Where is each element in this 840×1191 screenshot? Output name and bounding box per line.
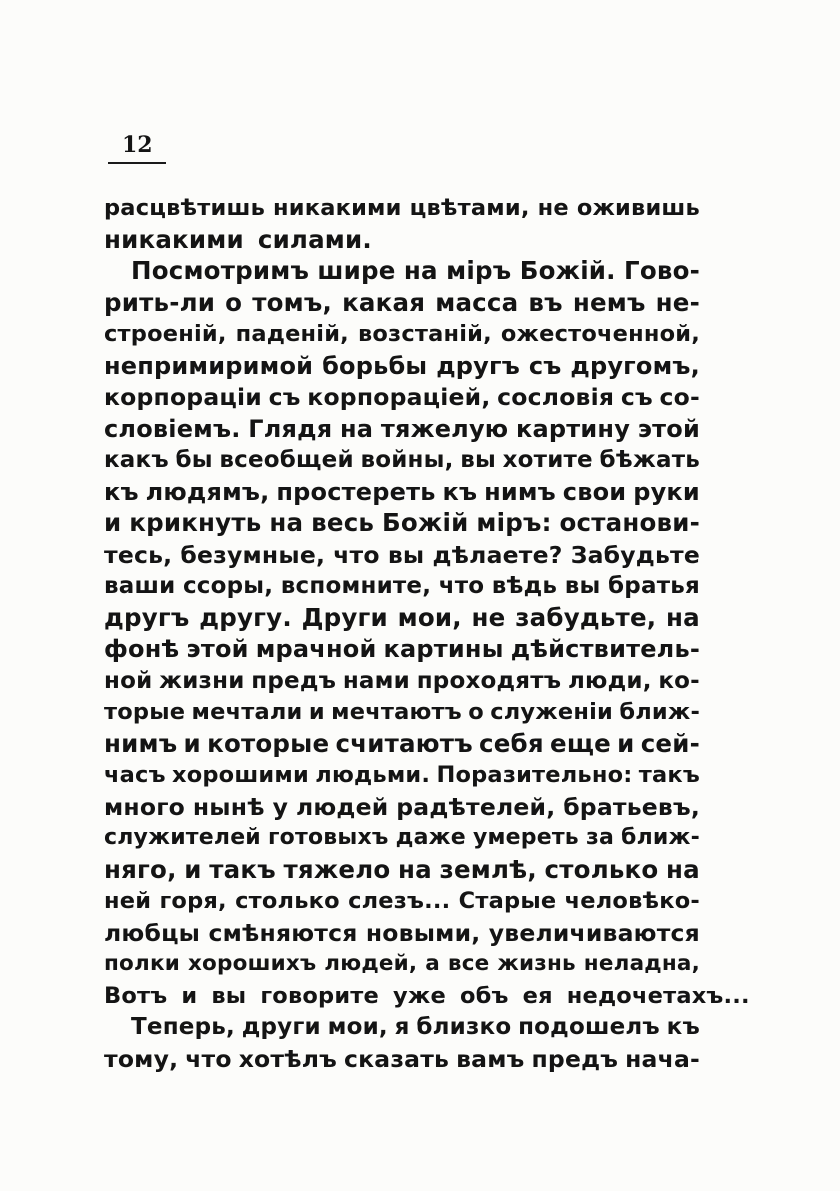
- word: вы: [460, 447, 496, 473]
- word: какъ: [104, 447, 169, 473]
- word: оживишь: [576, 195, 700, 221]
- word: Други: [301, 602, 388, 632]
- text-line: [104, 665, 700, 697]
- word: дѣйствитель-: [510, 635, 700, 663]
- word: други: [241, 1014, 321, 1040]
- word: этой: [186, 635, 249, 663]
- word: другомъ,: [570, 351, 700, 380]
- text-line: [104, 728, 700, 760]
- word: Теперь,: [131, 1014, 235, 1040]
- word: новыми,: [365, 918, 481, 947]
- word: ной: [104, 667, 153, 694]
- word: ея: [522, 982, 553, 1009]
- word: Старые: [458, 888, 557, 914]
- word: и: [183, 728, 201, 758]
- word: Божій: [382, 508, 469, 537]
- word: хорошими: [172, 762, 309, 788]
- word: шире: [317, 256, 396, 285]
- word: свои: [562, 477, 627, 506]
- word: какая: [342, 287, 426, 317]
- word: нынѣ: [192, 792, 265, 821]
- word: хотите: [502, 447, 593, 473]
- word: ней: [104, 888, 152, 914]
- word: столько: [544, 854, 659, 884]
- word: вы: [564, 573, 601, 599]
- word: тому,: [104, 1044, 179, 1073]
- word: людьми.: [315, 762, 431, 788]
- word: томъ,: [252, 287, 333, 317]
- word: не-: [655, 287, 700, 317]
- word: въ: [528, 287, 563, 317]
- word: руки: [633, 477, 700, 506]
- word: неладна,: [583, 951, 700, 976]
- word: немъ: [572, 287, 646, 317]
- word: ближ-: [619, 699, 700, 725]
- word: и: [308, 699, 325, 725]
- word: объ: [459, 982, 509, 1009]
- word: людямъ,: [145, 477, 270, 506]
- text-line: [104, 854, 700, 886]
- word: хотѣлъ: [238, 1044, 337, 1073]
- word: Забудьте: [570, 540, 700, 569]
- word: умереть: [472, 825, 579, 850]
- word: что: [185, 1044, 232, 1073]
- word: хорошихъ: [187, 951, 317, 976]
- word: сказать: [343, 1044, 450, 1073]
- text-line: [104, 917, 700, 949]
- text-line: [104, 822, 700, 854]
- word: братья: [608, 573, 700, 599]
- text-line: [104, 539, 700, 571]
- text-line: [131, 255, 700, 287]
- word: съ: [620, 383, 653, 411]
- text-line: [104, 318, 700, 350]
- word: я: [394, 1014, 410, 1040]
- text-line: [104, 413, 700, 445]
- text-line: [104, 696, 700, 728]
- word: паденій,: [235, 321, 349, 347]
- text-line: [104, 948, 700, 980]
- word: мечтаютъ: [331, 699, 462, 725]
- word: полки: [104, 951, 181, 976]
- word: борьбы: [322, 351, 428, 380]
- word: предъ: [531, 1044, 619, 1073]
- text-line: [104, 759, 700, 791]
- word: на: [403, 256, 438, 285]
- word: смѣняются: [208, 918, 358, 947]
- word: человѣко-: [564, 888, 700, 914]
- word: себя: [479, 728, 544, 758]
- word: часъ: [104, 762, 166, 788]
- word: вспомните,: [280, 573, 432, 599]
- word: людей: [295, 792, 389, 821]
- word: а: [425, 951, 440, 976]
- word: все: [447, 951, 490, 976]
- word: корпораціей,: [307, 383, 491, 411]
- word: къ: [442, 477, 478, 506]
- word: цвѣтами,: [409, 195, 530, 221]
- text-line: [104, 224, 700, 256]
- word: о: [225, 287, 243, 317]
- word: расцвѣтишь: [104, 195, 266, 221]
- word: служителей: [104, 825, 261, 850]
- text-line: [104, 507, 700, 539]
- word: и: [617, 728, 635, 758]
- word: словіемъ.: [104, 414, 241, 443]
- word: съ: [528, 351, 562, 380]
- word: другу.: [199, 602, 292, 632]
- word: никакими: [104, 224, 244, 254]
- word: забудьте,: [515, 602, 657, 632]
- word: съ: [268, 383, 301, 411]
- word: за: [585, 825, 614, 850]
- text-line: [104, 980, 750, 1012]
- word: нами: [342, 667, 410, 694]
- word: безумные,: [180, 540, 326, 569]
- word: на: [340, 414, 374, 443]
- word: останови-: [559, 508, 700, 537]
- word: Божій.: [519, 256, 616, 285]
- word: ко-: [658, 667, 700, 694]
- word: вѣдь: [491, 573, 558, 599]
- word: мои,: [327, 1014, 388, 1040]
- word: дѣлаете?: [432, 540, 563, 569]
- word: непримиримой: [104, 351, 314, 380]
- word: крикнуть: [129, 508, 262, 537]
- word: этой: [637, 414, 700, 443]
- word: фонѣ: [104, 635, 180, 663]
- word: которые: [207, 728, 330, 758]
- word: не: [537, 195, 569, 221]
- word: другъ: [104, 602, 190, 632]
- word: масса: [435, 287, 519, 317]
- word: сей-: [640, 728, 700, 758]
- word: у: [272, 792, 289, 821]
- word: не: [471, 602, 506, 632]
- word: мои,: [397, 602, 462, 632]
- word: ожесточенной,: [500, 321, 700, 347]
- word: нимъ: [484, 477, 556, 506]
- word: войны,: [360, 447, 454, 473]
- word: міръ:: [476, 508, 552, 537]
- word: столько: [235, 888, 340, 914]
- text-line: [104, 570, 700, 602]
- text-line: [104, 192, 700, 224]
- word: много: [104, 792, 186, 821]
- word: Вотъ: [104, 982, 168, 1009]
- word: со-: [659, 383, 700, 411]
- word: къ: [104, 477, 139, 506]
- word: мрачной: [255, 635, 377, 663]
- word: на: [666, 602, 700, 632]
- text-line: [104, 350, 700, 382]
- word: что: [333, 540, 380, 569]
- text-line: [104, 444, 700, 476]
- word: братьевъ,: [563, 792, 700, 821]
- word: вамъ: [456, 1044, 525, 1073]
- word: тяжело: [283, 854, 391, 884]
- word: и: [181, 982, 198, 1009]
- word: проходятъ: [416, 667, 562, 694]
- text-line: [104, 1043, 700, 1075]
- text-line: [104, 791, 700, 823]
- word: сословія: [497, 383, 615, 411]
- word: уже: [393, 982, 446, 1009]
- word: землѣ,: [439, 854, 537, 884]
- word: считаютъ: [335, 728, 473, 758]
- word: людей,: [324, 951, 418, 976]
- word: картину: [516, 414, 631, 443]
- word: горя,: [159, 888, 227, 914]
- word: няго,: [104, 854, 177, 884]
- word: на: [398, 854, 432, 884]
- word: торые: [104, 699, 186, 725]
- word: простереть: [276, 477, 436, 506]
- text-line: [104, 381, 700, 413]
- word: Глядя: [248, 414, 333, 443]
- text-line: [104, 633, 700, 665]
- word: міръ: [446, 256, 512, 285]
- word: что: [438, 573, 485, 599]
- text-line: [104, 885, 700, 917]
- text-line: [104, 476, 700, 508]
- word: нимъ: [104, 728, 178, 758]
- word: корпораціи: [104, 383, 262, 411]
- word: весь: [311, 508, 375, 537]
- word: никакими: [273, 195, 402, 221]
- word: недочетахъ...: [566, 982, 750, 1009]
- word: ссоры,: [182, 573, 274, 599]
- word: вы: [211, 982, 247, 1009]
- word: Поразительно:: [436, 762, 633, 788]
- word: всеобщей: [219, 447, 354, 473]
- word: Гово-: [624, 256, 700, 285]
- word: о: [468, 699, 484, 725]
- word: вы: [387, 540, 425, 569]
- word: другъ: [436, 351, 520, 380]
- word: подошелъ: [518, 1014, 660, 1040]
- word: увеличиваются: [488, 918, 700, 947]
- word: рить-ли: [104, 287, 216, 317]
- word: тесь,: [104, 540, 173, 569]
- word: слезъ...: [348, 888, 451, 914]
- word: тяжелую: [380, 414, 509, 443]
- word: бы: [175, 447, 213, 473]
- word: такъ: [638, 762, 700, 788]
- word: люди,: [568, 667, 652, 694]
- word: готовыхъ: [267, 825, 389, 850]
- word: еще: [550, 728, 611, 758]
- word: жизни: [159, 667, 245, 694]
- text-line: [104, 602, 700, 634]
- word: жизнь: [497, 951, 576, 976]
- word: картины: [383, 635, 504, 663]
- word: на: [666, 854, 700, 884]
- word: ваши: [104, 573, 176, 599]
- word: любцы: [104, 918, 201, 947]
- word: предъ: [251, 667, 337, 694]
- word: говорите: [260, 982, 380, 1009]
- word: радѣтелей,: [396, 792, 556, 821]
- word: близко: [416, 1014, 512, 1040]
- word: Посмотримъ: [131, 256, 310, 285]
- word: возстаній,: [357, 321, 492, 347]
- word: къ: [666, 1014, 700, 1040]
- word: нача-: [625, 1044, 700, 1073]
- word: служеніи: [490, 699, 613, 725]
- word: на: [269, 508, 304, 537]
- text-line: [104, 287, 700, 319]
- word: бѣжать: [599, 447, 700, 473]
- text-line: [131, 1011, 700, 1043]
- word: ближ-: [621, 825, 700, 850]
- word: такъ: [209, 854, 276, 884]
- word: даже: [395, 825, 466, 850]
- word: и: [184, 854, 202, 884]
- word: мечтали: [191, 699, 303, 725]
- word: строеній,: [104, 321, 227, 347]
- page-number-rule: [108, 162, 166, 164]
- word: силами.: [257, 224, 372, 254]
- word: и: [104, 508, 122, 537]
- page-number: 12: [122, 132, 153, 158]
